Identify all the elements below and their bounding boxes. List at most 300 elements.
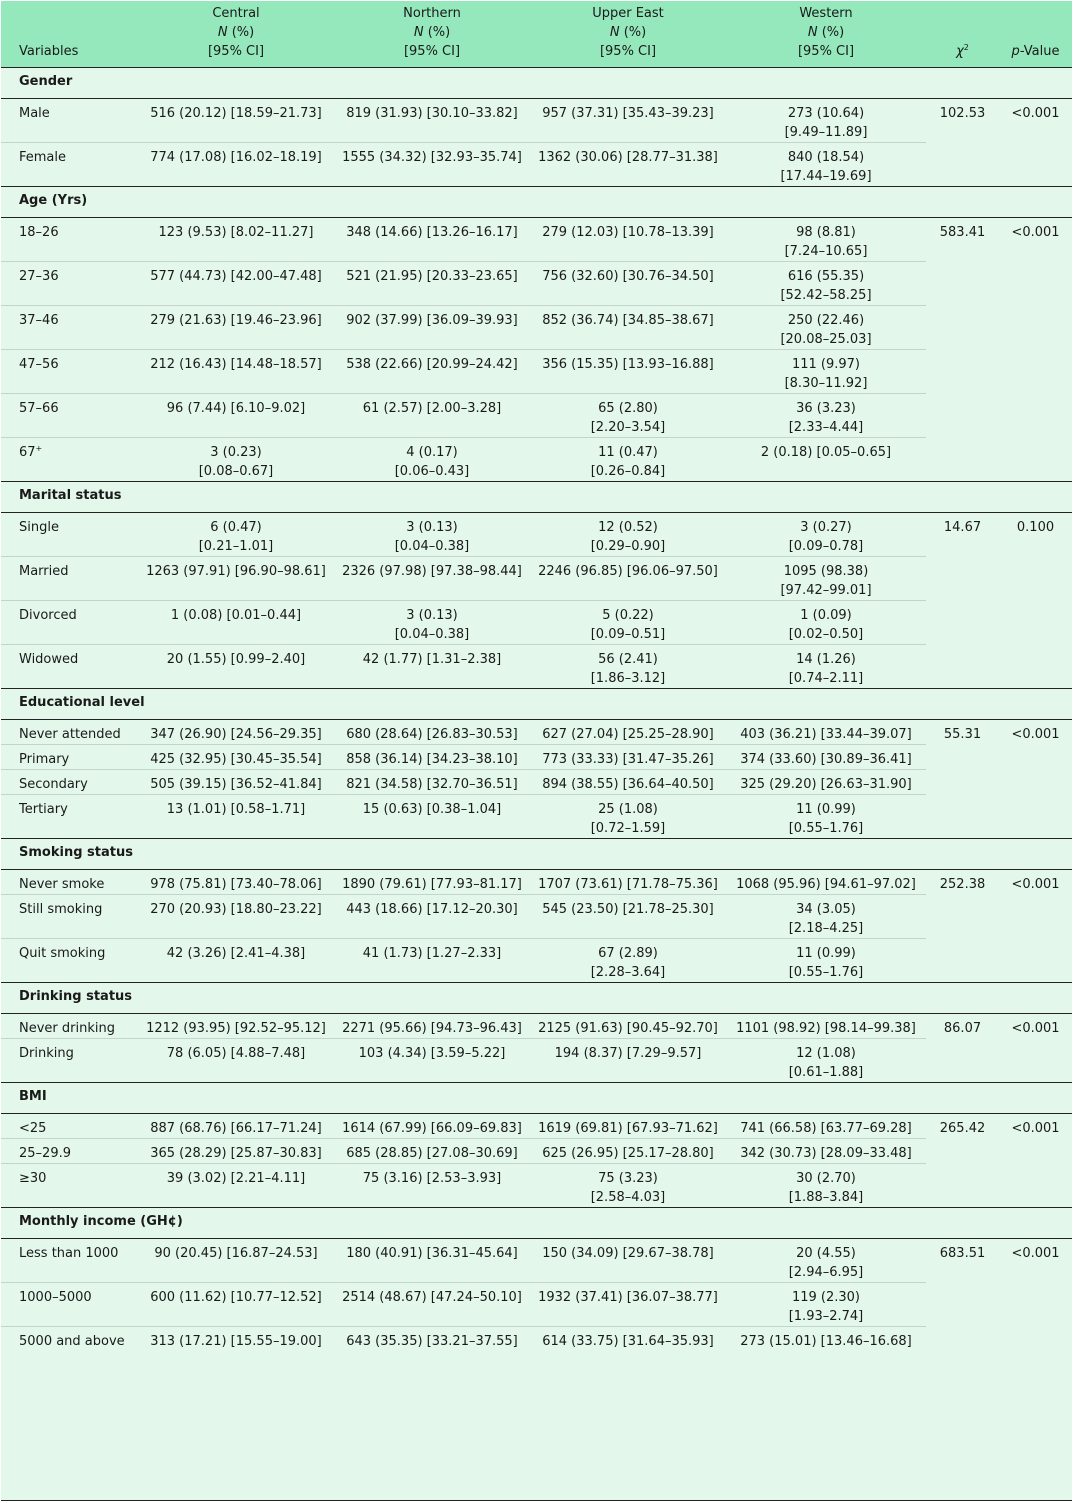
value-cell bbox=[530, 1014, 726, 1039]
value-cell bbox=[726, 1327, 926, 1352]
value-line: [17.44–19.69] bbox=[780, 169, 872, 184]
row-label-text: Secondary bbox=[19, 777, 88, 792]
value-line: 15 (0.63) [0.38–1.04] bbox=[362, 802, 502, 817]
value-line: 1555 (34.32) [32.93–35.74] bbox=[342, 150, 522, 165]
value-cell bbox=[138, 394, 334, 438]
table-row bbox=[1, 1327, 1072, 1352]
row-label bbox=[1, 1239, 138, 1283]
table-row bbox=[1, 601, 1072, 645]
row-label-text: 37–46 bbox=[19, 313, 59, 328]
chi-square-value: 86.07 bbox=[943, 1021, 982, 1036]
value-line: 3 (0.13) bbox=[406, 608, 458, 623]
row-label-text: Never drinking bbox=[19, 1021, 115, 1036]
table-row bbox=[1, 1239, 1072, 1283]
value-line: 347 (26.90) [24.56–29.35] bbox=[150, 727, 322, 742]
value-cell bbox=[726, 143, 926, 187]
value-line: 6 (0.47) bbox=[210, 520, 262, 535]
table-row bbox=[1, 557, 1072, 601]
value-cell bbox=[138, 720, 334, 745]
value-cell bbox=[530, 795, 726, 839]
n-label: N bbox=[413, 25, 424, 40]
p-value: <0.001 bbox=[1011, 1121, 1060, 1136]
value-line: 545 (23.50) [21.78–25.30] bbox=[542, 902, 714, 917]
value-cell bbox=[138, 1327, 334, 1352]
n-label: N bbox=[217, 25, 228, 40]
value-line: 1707 (73.61) [71.78–75.36] bbox=[538, 877, 718, 892]
value-cell bbox=[334, 795, 530, 839]
value-line: 111 (9.97) bbox=[791, 357, 861, 372]
value-cell bbox=[726, 1164, 926, 1208]
value-line: 1614 (67.99) [66.09–69.83] bbox=[342, 1121, 522, 1136]
table-row bbox=[1, 143, 1072, 187]
value-cell bbox=[530, 218, 726, 262]
value-line: [0.02–0.50] bbox=[788, 627, 864, 642]
value-line: 12 (0.52) bbox=[598, 520, 658, 535]
value-cell bbox=[530, 895, 726, 939]
value-cell bbox=[726, 1014, 926, 1039]
row-label bbox=[1, 1164, 138, 1208]
value-cell bbox=[138, 438, 334, 482]
value-cell bbox=[530, 143, 726, 187]
value-cell bbox=[334, 1039, 530, 1083]
value-line: 180 (40.91) [36.31–45.64] bbox=[346, 1246, 518, 1261]
value-cell bbox=[726, 306, 926, 350]
value-cell bbox=[138, 895, 334, 939]
value-cell bbox=[334, 1283, 530, 1327]
value-cell bbox=[138, 939, 334, 983]
table-row bbox=[1, 870, 1072, 895]
row-label-text: Drinking bbox=[19, 1046, 74, 1061]
row-label-text: Tertiary bbox=[19, 802, 68, 817]
section-row bbox=[1, 68, 1072, 99]
value-line: [0.55–1.76] bbox=[788, 965, 864, 980]
section-title: BMI bbox=[19, 1089, 47, 1104]
table-row bbox=[1, 438, 1072, 482]
value-cell bbox=[138, 1239, 334, 1283]
value-line: [20.08–25.03] bbox=[780, 332, 872, 347]
row-label-text: Married bbox=[19, 564, 69, 579]
pct-label: (%) bbox=[231, 25, 255, 40]
value-cell bbox=[726, 99, 926, 143]
header-chi-square bbox=[926, 1, 999, 68]
row-label-text: Less than 1000 bbox=[19, 1246, 119, 1261]
header-region-central bbox=[138, 1, 334, 68]
value-cell bbox=[726, 218, 926, 262]
table-row bbox=[1, 306, 1072, 350]
value-cell bbox=[530, 939, 726, 983]
value-line: 56 (2.41) bbox=[598, 652, 658, 667]
value-cell bbox=[726, 1039, 926, 1083]
value-cell bbox=[138, 218, 334, 262]
value-cell bbox=[334, 1139, 530, 1164]
value-line: [2.58–4.03] bbox=[590, 1190, 666, 1205]
value-line: 3 (0.13) bbox=[406, 520, 458, 535]
section-row bbox=[1, 839, 1072, 870]
table-row bbox=[1, 1283, 1072, 1327]
section-row bbox=[1, 482, 1072, 513]
value-line: 150 (34.09) [29.67–38.78] bbox=[542, 1246, 714, 1261]
value-line: 13 (1.01) [0.58–1.71] bbox=[166, 802, 306, 817]
value-cell bbox=[726, 394, 926, 438]
value-cell bbox=[726, 513, 926, 557]
value-line: 356 (15.35) [13.93–16.88] bbox=[542, 357, 714, 372]
value-line: 902 (37.99) [36.09–39.93] bbox=[346, 313, 518, 328]
value-line: [1.88–3.84] bbox=[788, 1190, 864, 1205]
pct-label: (%) bbox=[623, 25, 647, 40]
row-label-superscript: + bbox=[35, 444, 43, 453]
value-line: 5 (0.22) bbox=[602, 608, 654, 623]
value-line: 425 (32.95) [30.45–35.54] bbox=[150, 752, 322, 767]
value-line: [0.26–0.84] bbox=[590, 464, 666, 479]
row-label bbox=[1, 513, 138, 557]
value-line: 11 (0.47) bbox=[598, 445, 658, 460]
row-label-text: 1000–5000 bbox=[19, 1290, 92, 1305]
p-value: <0.001 bbox=[1011, 225, 1060, 240]
table-body bbox=[1, 68, 1072, 1352]
section-row bbox=[1, 1208, 1072, 1239]
value-line: [0.61–1.88] bbox=[788, 1065, 864, 1080]
value-line: 773 (33.33) [31.47–35.26] bbox=[542, 752, 714, 767]
table-row bbox=[1, 513, 1072, 557]
value-line: 2 (0.18) [0.05–0.65] bbox=[760, 445, 892, 460]
value-line: 250 (22.46) bbox=[787, 313, 865, 328]
value-line: 194 (8.37) [7.29–9.57] bbox=[554, 1046, 702, 1061]
value-cell bbox=[138, 1139, 334, 1164]
value-cell bbox=[726, 262, 926, 306]
chi-square-value: 55.31 bbox=[943, 727, 982, 742]
chi-symbol: χ bbox=[956, 44, 964, 59]
value-line: 39 (3.02) [2.21–4.11] bbox=[166, 1171, 306, 1186]
value-cell bbox=[138, 350, 334, 394]
value-line: 90 (20.45) [16.87–24.53] bbox=[154, 1246, 318, 1261]
p-value: <0.001 bbox=[1011, 1246, 1060, 1261]
value-line: [2.18–4.25] bbox=[788, 921, 864, 936]
value-cell bbox=[726, 1139, 926, 1164]
value-line: [2.28–3.64] bbox=[590, 965, 666, 980]
row-label-text: ≥30 bbox=[19, 1171, 47, 1186]
row-label bbox=[1, 795, 138, 839]
table-row bbox=[1, 895, 1072, 939]
row-label bbox=[1, 939, 138, 983]
value-cell bbox=[726, 438, 926, 482]
table-row bbox=[1, 939, 1072, 983]
region-name: Northern bbox=[403, 6, 461, 21]
section-title: Gender bbox=[19, 74, 73, 89]
value-line: 1068 (95.96) [94.61–97.02] bbox=[736, 877, 916, 892]
value-line: [9.49–11.89] bbox=[784, 125, 868, 140]
value-line: [2.20–3.54] bbox=[590, 420, 666, 435]
value-line: 2514 (48.67) [47.24–50.10] bbox=[342, 1290, 522, 1305]
demographics-table bbox=[1, 1, 1072, 1501]
row-label-text: Never attended bbox=[19, 727, 121, 742]
row-label-text: Female bbox=[19, 150, 67, 165]
section-title: Smoking status bbox=[19, 845, 133, 860]
value-line: 3 (0.23) bbox=[210, 445, 262, 460]
value-cell bbox=[138, 795, 334, 839]
row-label bbox=[1, 262, 138, 306]
value-line: [1.86–3.12] bbox=[590, 671, 666, 686]
chi-superscript: 2 bbox=[963, 43, 969, 52]
value-line: 212 (16.43) [14.48–18.57] bbox=[150, 357, 322, 372]
ci-label: [95% CI] bbox=[403, 44, 461, 59]
value-line: 443 (18.66) [17.12–20.30] bbox=[346, 902, 518, 917]
chi-square-value: 583.41 bbox=[939, 225, 986, 240]
value-cell bbox=[334, 99, 530, 143]
value-cell bbox=[334, 350, 530, 394]
value-line: 840 (18.54) bbox=[787, 150, 865, 165]
value-cell bbox=[334, 895, 530, 939]
value-line: 123 (9.53) [8.02–11.27] bbox=[158, 225, 314, 240]
value-line: 75 (3.16) [2.53–3.93] bbox=[362, 1171, 502, 1186]
value-cell bbox=[726, 645, 926, 689]
value-line: 2326 (97.98) [97.38–98.44] bbox=[342, 564, 522, 579]
value-line: 3 (0.27) bbox=[800, 520, 852, 535]
value-line: [0.72–1.59] bbox=[590, 821, 666, 836]
header-region-upper-east bbox=[530, 1, 726, 68]
value-line: 65 (2.80) bbox=[598, 401, 658, 416]
value-line: 1890 (79.61) [77.93–81.17] bbox=[342, 877, 522, 892]
row-label bbox=[1, 770, 138, 795]
value-line: [0.04–0.38] bbox=[394, 627, 470, 642]
value-cell bbox=[138, 770, 334, 795]
value-line: [0.29–0.90] bbox=[590, 539, 666, 554]
value-line: 2246 (96.85) [96.06–97.50] bbox=[538, 564, 718, 579]
value-cell bbox=[726, 770, 926, 795]
value-line: 273 (10.64) bbox=[787, 106, 865, 121]
row-label bbox=[1, 438, 138, 482]
value-cell bbox=[530, 1039, 726, 1083]
value-cell bbox=[138, 645, 334, 689]
value-line: 61 (2.57) [2.00–3.28] bbox=[362, 401, 502, 416]
table-row bbox=[1, 99, 1072, 143]
value-cell bbox=[138, 870, 334, 895]
header-p-value bbox=[999, 1, 1072, 68]
row-label bbox=[1, 350, 138, 394]
value-line: [8.30–11.92] bbox=[784, 376, 868, 391]
value-line: 98 (8.81) bbox=[796, 225, 856, 240]
region-name: Central bbox=[212, 6, 260, 21]
row-label-text: Primary bbox=[19, 752, 70, 767]
value-line: 30 (2.70) bbox=[796, 1171, 856, 1186]
table-row bbox=[1, 394, 1072, 438]
value-cell bbox=[530, 99, 726, 143]
value-line: 1932 (37.41) [36.07–38.77] bbox=[538, 1290, 718, 1305]
value-cell bbox=[334, 1327, 530, 1352]
value-cell bbox=[726, 720, 926, 745]
row-label bbox=[1, 218, 138, 262]
row-label bbox=[1, 1114, 138, 1139]
value-line: 1212 (93.95) [92.52–95.12] bbox=[146, 1021, 326, 1036]
value-line: 273 (15.01) [13.46–16.68] bbox=[740, 1334, 912, 1349]
ci-label: [95% CI] bbox=[207, 44, 265, 59]
table-row bbox=[1, 218, 1072, 262]
value-line: 36 (3.23) bbox=[796, 401, 856, 416]
value-cell bbox=[334, 601, 530, 645]
ci-label: [95% CI] bbox=[797, 44, 855, 59]
value-line: 67 (2.89) bbox=[598, 946, 658, 961]
value-line: 403 (36.21) [33.44–39.07] bbox=[740, 727, 912, 742]
value-line: 270 (20.93) [18.80–23.22] bbox=[150, 902, 322, 917]
value-cell bbox=[726, 1239, 926, 1283]
value-cell bbox=[530, 1283, 726, 1327]
table-header bbox=[1, 1, 1072, 68]
region-name: Upper East bbox=[592, 6, 664, 21]
value-line: 96 (7.44) [6.10–9.02] bbox=[166, 401, 306, 416]
row-label bbox=[1, 720, 138, 745]
p-value: <0.001 bbox=[1011, 1021, 1060, 1036]
row-label-text: Never smoke bbox=[19, 877, 105, 892]
row-label bbox=[1, 1014, 138, 1039]
value-line: [0.09–0.78] bbox=[788, 539, 864, 554]
value-line: [2.94–6.95] bbox=[788, 1265, 864, 1280]
value-line: 516 (20.12) [18.59–21.73] bbox=[150, 106, 322, 121]
value-line: 1101 (98.92) [98.14–99.38] bbox=[736, 1021, 916, 1036]
row-label-text: Still smoking bbox=[19, 902, 103, 917]
value-cell bbox=[334, 513, 530, 557]
value-line: 41 (1.73) [1.27–2.33] bbox=[362, 946, 502, 961]
region-name: Western bbox=[799, 6, 853, 21]
value-line: 313 (17.21) [15.55–19.00] bbox=[150, 1334, 322, 1349]
row-label bbox=[1, 1327, 138, 1352]
value-cell bbox=[530, 513, 726, 557]
value-cell bbox=[726, 895, 926, 939]
value-line: 374 (33.60) [30.89–36.41] bbox=[740, 752, 912, 767]
value-line: 978 (75.81) [73.40–78.06] bbox=[150, 877, 322, 892]
value-cell bbox=[138, 143, 334, 187]
row-label bbox=[1, 557, 138, 601]
value-cell bbox=[334, 557, 530, 601]
value-cell bbox=[138, 601, 334, 645]
value-line: 1 (0.09) bbox=[800, 608, 852, 623]
table-row bbox=[1, 645, 1072, 689]
chi-square-value: 683.51 bbox=[939, 1246, 986, 1261]
section-row bbox=[1, 689, 1072, 720]
value-line: 957 (37.31) [35.43–39.23] bbox=[542, 106, 714, 121]
value-cell bbox=[138, 262, 334, 306]
value-line: 34 (3.05) bbox=[796, 902, 856, 917]
data-table bbox=[1, 1, 1072, 1351]
section-row bbox=[1, 983, 1072, 1014]
table-row bbox=[1, 795, 1072, 839]
value-line: 1095 (98.38) bbox=[783, 564, 869, 579]
n-label: N bbox=[609, 25, 620, 40]
value-cell bbox=[334, 1114, 530, 1139]
value-line: 819 (31.93) [30.10–33.82] bbox=[346, 106, 518, 121]
table-row bbox=[1, 1039, 1072, 1083]
table-row bbox=[1, 1164, 1072, 1208]
value-line: 1 (0.08) [0.01–0.44] bbox=[170, 608, 302, 623]
ci-label: [95% CI] bbox=[599, 44, 657, 59]
value-line: [2.33–4.44] bbox=[788, 420, 864, 435]
chi-square-value: 265.42 bbox=[939, 1121, 986, 1136]
value-line: 348 (14.66) [13.26–16.17] bbox=[346, 225, 518, 240]
section-title: Marital status bbox=[19, 488, 122, 503]
value-line: 12 (1.08) bbox=[796, 1046, 856, 1061]
row-label bbox=[1, 99, 138, 143]
section-row bbox=[1, 1083, 1072, 1114]
value-cell bbox=[138, 1283, 334, 1327]
value-cell bbox=[334, 720, 530, 745]
table-row bbox=[1, 1114, 1072, 1139]
value-cell bbox=[726, 1283, 926, 1327]
row-label bbox=[1, 306, 138, 350]
row-label-text: 18–26 bbox=[19, 225, 59, 240]
value-cell bbox=[138, 557, 334, 601]
value-line: 774 (17.08) [16.02–18.19] bbox=[150, 150, 322, 165]
value-line: 1263 (97.91) [96.90–98.61] bbox=[146, 564, 326, 579]
value-line: 577 (44.73) [42.00–47.48] bbox=[150, 269, 322, 284]
value-line: 4 (0.17) bbox=[406, 445, 458, 460]
p-value: 0.100 bbox=[1016, 520, 1055, 535]
value-line: 365 (28.29) [25.87–30.83] bbox=[150, 1146, 322, 1161]
value-cell bbox=[334, 1164, 530, 1208]
section-title: Educational level bbox=[19, 695, 145, 710]
table-row bbox=[1, 720, 1072, 745]
value-cell bbox=[726, 601, 926, 645]
row-label bbox=[1, 143, 138, 187]
value-line: [97.42–99.01] bbox=[780, 583, 872, 598]
row-label-text: 67 bbox=[19, 445, 36, 460]
row-label bbox=[1, 745, 138, 770]
value-line: [0.55–1.76] bbox=[788, 821, 864, 836]
chi-square-value: 14.67 bbox=[943, 520, 982, 535]
row-label-text: Divorced bbox=[19, 608, 77, 623]
value-cell bbox=[334, 1014, 530, 1039]
row-label-text: 25–29.9 bbox=[19, 1146, 71, 1161]
value-cell bbox=[530, 557, 726, 601]
section-row bbox=[1, 187, 1072, 218]
value-line: 625 (26.95) [25.17–28.80] bbox=[542, 1146, 714, 1161]
value-cell bbox=[334, 645, 530, 689]
row-label-text: 5000 and above bbox=[19, 1334, 125, 1349]
value-cell bbox=[530, 720, 726, 745]
value-cell bbox=[138, 306, 334, 350]
p-value: <0.001 bbox=[1011, 727, 1060, 742]
row-label-text: 47–56 bbox=[19, 357, 59, 372]
value-cell bbox=[530, 306, 726, 350]
value-cell bbox=[334, 143, 530, 187]
value-cell bbox=[530, 645, 726, 689]
value-line: 14 (1.26) bbox=[796, 652, 856, 667]
n-label: N bbox=[807, 25, 818, 40]
p-italic: p bbox=[1011, 44, 1020, 59]
bottom-rule bbox=[1, 1500, 1072, 1501]
row-label-text: 27–36 bbox=[19, 269, 59, 284]
value-cell bbox=[138, 1164, 334, 1208]
value-cell bbox=[138, 99, 334, 143]
value-cell bbox=[138, 1114, 334, 1139]
row-label-text: Quit smoking bbox=[19, 946, 106, 961]
value-line: [52.42–58.25] bbox=[780, 288, 872, 303]
value-line: 2125 (91.63) [90.45–92.70] bbox=[538, 1021, 718, 1036]
value-line: 2271 (95.66) [94.73–96.43] bbox=[342, 1021, 522, 1036]
value-cell bbox=[726, 939, 926, 983]
value-line: 680 (28.64) [26.83–30.53] bbox=[346, 727, 518, 742]
table-row bbox=[1, 1014, 1072, 1039]
value-cell bbox=[530, 1239, 726, 1283]
value-line: [0.08–0.67] bbox=[198, 464, 274, 479]
value-line: 342 (30.73) [28.09–33.48] bbox=[740, 1146, 912, 1161]
value-line: [0.04–0.38] bbox=[394, 539, 470, 554]
value-cell bbox=[334, 745, 530, 770]
row-label bbox=[1, 645, 138, 689]
value-line: 42 (3.26) [2.41–4.38] bbox=[166, 946, 306, 961]
value-line: [0.21–1.01] bbox=[198, 539, 274, 554]
value-line: 614 (33.75) [31.64–35.93] bbox=[542, 1334, 714, 1349]
value-line: 821 (34.58) [32.70–36.51] bbox=[346, 777, 518, 792]
value-cell bbox=[334, 394, 530, 438]
value-line: 25 (1.08) bbox=[598, 802, 658, 817]
